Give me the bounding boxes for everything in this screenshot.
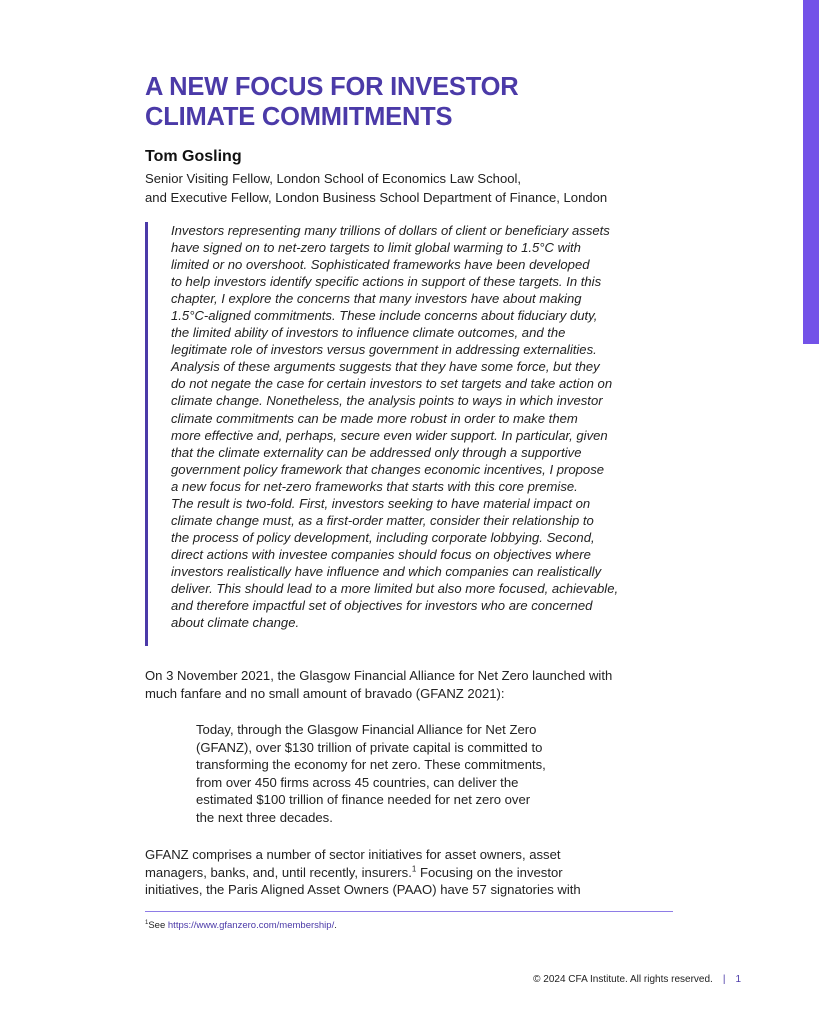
- paragraph-text: managers, banks, and, until recently, insurers.: [145, 864, 412, 880]
- abstract-line: Investors representing many trillions of dollars of client or beneficiary assets: [171, 223, 610, 238]
- abstract-text: [171, 222, 618, 631]
- abstract-block: [145, 222, 680, 646]
- paragraph-line: [145, 864, 685, 882]
- footnote-suffix: .: [334, 920, 337, 931]
- body-paragraph-2: [145, 846, 685, 899]
- footnote-prefix: See: [148, 920, 168, 931]
- author-affiliation: [145, 170, 705, 207]
- copyright-text: © 2024 CFA Institute. All rights reserved.: [533, 974, 713, 985]
- abstract-line: climate change. Nonetheless, the analysis points to ways in which investor: [171, 393, 603, 409]
- footnote-marker: 1: [145, 919, 149, 926]
- abstract-line: and therefore impactful set of objectives for investors who are concerned: [171, 598, 593, 614]
- paragraph-line: initiatives, the Paris Aligned Asset Owners (PAAO) have 57 signatories with: [145, 882, 581, 898]
- side-accent-tab: [803, 0, 819, 344]
- abstract-line: to help investors identify specific actions in support of these targets. In this: [171, 274, 602, 290]
- title-line: A NEW FOCUS FOR INVESTOR: [145, 73, 519, 101]
- abstract-line: have signed on to net-zero targets to limit global warming to 1.5°C with: [171, 240, 581, 256]
- abstract-line: limited or no overshoot. Sophisticated frameworks have been developed: [171, 257, 590, 273]
- abstract-line: the process of policy development, including corporate lobbying. Second,: [171, 529, 595, 545]
- block-quote: [196, 721, 626, 827]
- abstract-line: do not negate the case for certain investors to set targets and take action on: [171, 376, 613, 392]
- footnote-ref[interactable]: 1: [411, 864, 417, 874]
- article-title: [145, 72, 705, 132]
- quote-line: Today, through the Glasgow Financial Alliance for Net Zero: [196, 722, 537, 737]
- abstract-line: The result is two-fold. First, investors seeking to have material impact on: [171, 495, 591, 511]
- abstract-line: investors realistically have influence and which companies can realistically: [171, 563, 602, 579]
- footnote: [145, 919, 337, 932]
- abstract-line: a new focus for net-zero frameworks that starts with this core premise.: [171, 478, 578, 494]
- quote-line: transforming the economy for net zero. These commitments,: [196, 757, 546, 773]
- quote-line: (GFANZ), over $130 trillion of private capital is committed to: [196, 739, 543, 755]
- quote-line: from over 450 firms across 45 countries, can deliver the: [196, 774, 519, 790]
- title-line: CLIMATE COMMITMENTS: [145, 103, 453, 131]
- paragraph-text: Focusing on the investor: [416, 864, 563, 880]
- page-footer: [533, 973, 741, 986]
- abstract-line: deliver. This should lead to a more limited but also more focused, achievable,: [171, 580, 619, 596]
- author-name: Tom Gosling: [145, 148, 242, 165]
- abstract-line: direct actions with investee companies should focus on objectives where: [171, 546, 591, 562]
- footnote-divider: [145, 911, 673, 912]
- paragraph-line: On 3 November 2021, the Glasgow Financial Alliance for Net Zero launched with: [145, 668, 613, 683]
- footer-separator: |: [722, 974, 726, 985]
- abstract-line: legitimate role of investors versus government in addressing externalities.: [171, 342, 597, 358]
- abstract-line: about climate change.: [171, 615, 300, 631]
- abstract-line: more effective and, perhaps, secure even wider support. In particular, given: [171, 427, 608, 443]
- page-number: 1: [735, 974, 741, 985]
- abstract-line: the limited ability of investors to influence climate outcomes, and the: [171, 325, 566, 341]
- quote-line: estimated $100 trillion of finance needed for net zero over: [196, 792, 531, 808]
- abstract-line: chapter, I explore the concerns that many investors have about making: [171, 291, 582, 307]
- abstract-line: government policy framework that changes economic incentives, I propose: [171, 461, 605, 477]
- body-paragraph-1: [145, 667, 685, 702]
- abstract-line: Analysis of these arguments suggests that they have some force, but they: [171, 359, 600, 375]
- footnote-link[interactable]: https://www.gfanzero.com/membership/: [167, 920, 335, 931]
- abstract-rule: [145, 222, 148, 646]
- abstract-line: climate commitments can be made more robust in order to make them: [171, 410, 578, 426]
- paragraph-line: much fanfare and no small amount of bravado (GFANZ 2021):: [145, 685, 505, 701]
- affiliation-line: and Executive Fellow, London Business School Department of Finance, London: [145, 189, 608, 205]
- abstract-line: climate change must, as a first-order matter, consider their relationship to: [171, 512, 594, 528]
- paragraph-line: GFANZ comprises a number of sector initiatives for asset owners, asset: [145, 847, 561, 862]
- abstract-line: that the climate externality can be addressed only through a supportive: [171, 444, 582, 460]
- affiliation-line: Senior Visiting Fellow, London School of Economics Law School,: [145, 171, 522, 186]
- quote-line: the next three decades.: [196, 809, 333, 825]
- abstract-line: 1.5°C-aligned commitments. These include concerns about fiduciary duty,: [171, 308, 598, 324]
